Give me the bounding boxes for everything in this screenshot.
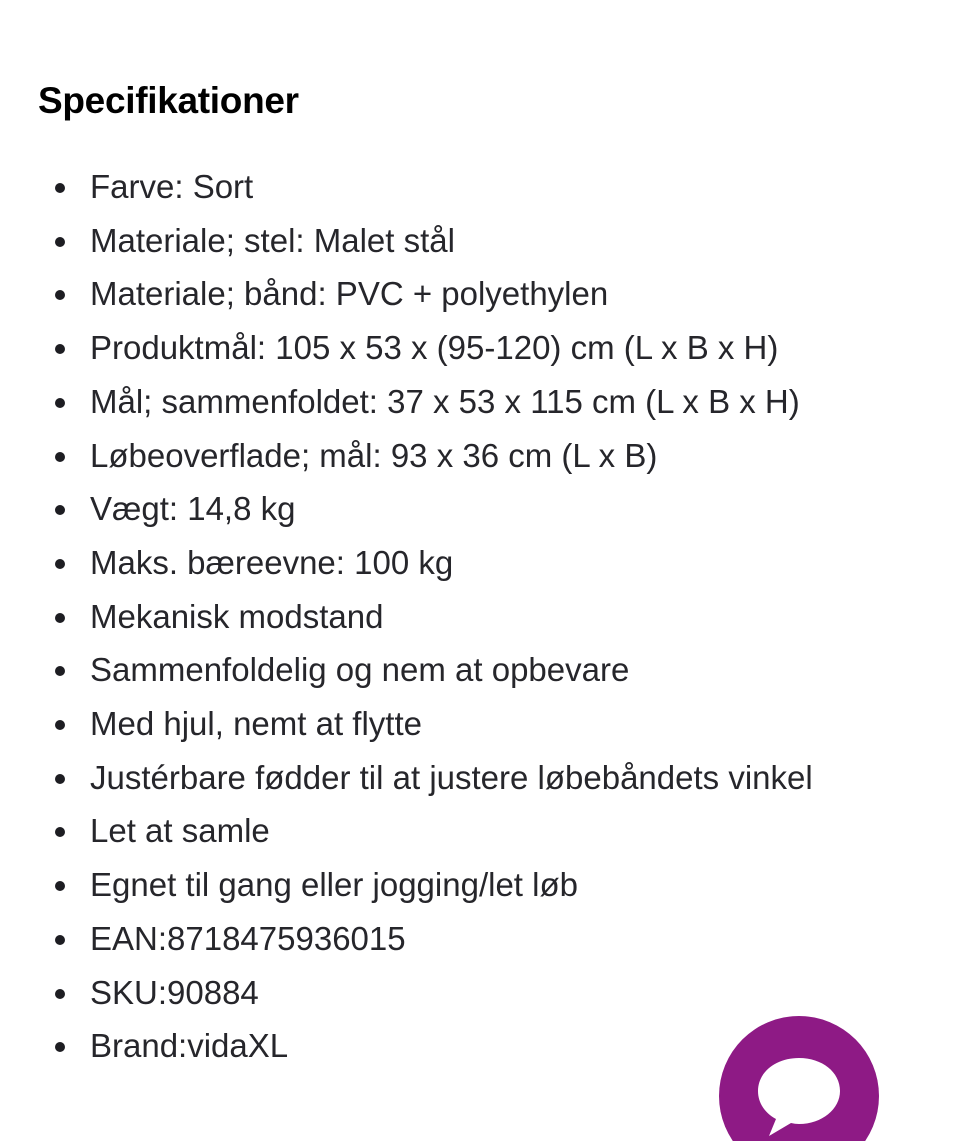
spec-item-color (0, 160, 920, 214)
spec-text: Vægt: 14,8 kg (90, 490, 296, 528)
section-title: Specifikationer (38, 80, 299, 121)
bullet (55, 989, 65, 999)
spec-item-adjustable-feet (0, 751, 920, 805)
bullet (55, 183, 65, 193)
bullet (55, 559, 65, 569)
bullet (55, 290, 65, 300)
spec-text: Maks. bæreevne: 100 kg (90, 543, 454, 581)
spec-text: Sammenfoldelig og nem at opbevare (90, 651, 630, 689)
spec-item-max-load (0, 536, 920, 590)
spec-item-product-dimensions (0, 321, 920, 375)
bullet (55, 720, 65, 730)
spec-text: Mål; sammenfoldet: 37 x 53 x 115 cm (L x B x H) (90, 382, 800, 420)
speech-bubble-icon (755, 1056, 843, 1138)
spec-item-usage (0, 858, 920, 912)
spec-item-folded-dimensions (0, 375, 920, 429)
bullet (55, 935, 65, 945)
spec-item-frame-material (0, 214, 920, 268)
bullet (55, 452, 65, 462)
spec-text: EAN:8718475936015 (90, 919, 406, 957)
spec-text: Materiale; stel: Malet stål (90, 221, 455, 259)
spec-item-wheels (0, 697, 920, 751)
spec-text: SKU:90884 (90, 973, 259, 1011)
bullet (55, 1042, 65, 1052)
spec-item-running-surface (0, 429, 920, 483)
spec-text: Med hjul, nemt at flytte (90, 705, 422, 743)
bullet (55, 827, 65, 837)
specifications-list (0, 160, 920, 1073)
bullet (55, 398, 65, 408)
bullet (55, 613, 65, 623)
spec-item-sku (0, 966, 920, 1020)
spec-text: Materiale; bånd: PVC + polyethylen (90, 275, 609, 313)
spec-item-foldable (0, 643, 920, 697)
bullet (55, 237, 65, 247)
bullet (55, 881, 65, 891)
spec-item-weight (0, 482, 920, 536)
spec-item-resistance (0, 590, 920, 644)
spec-text: Løbeoverflade; mål: 93 x 36 cm (L x B) (90, 436, 658, 474)
spec-text: Justérbare fødder til at justere løbebåndets vinkel (90, 758, 813, 796)
spec-item-assembly (0, 804, 920, 858)
spec-item-ean (0, 912, 920, 966)
bullet (55, 666, 65, 676)
bullet (55, 774, 65, 784)
spec-text: Produktmål: 105 x 53 x (95-120) cm (L x B x H) (90, 329, 779, 367)
spec-text: Mekanisk modstand (90, 597, 384, 635)
spec-text: Farve: Sort (90, 168, 254, 205)
spec-text: Brand:vidaXL (90, 1027, 289, 1065)
bullet (55, 505, 65, 515)
spec-item-belt-material (0, 267, 920, 321)
spec-text: Egnet til gang eller jogging/let løb (90, 866, 578, 904)
bullet (55, 344, 65, 354)
spec-text: Let at samle (90, 812, 270, 850)
